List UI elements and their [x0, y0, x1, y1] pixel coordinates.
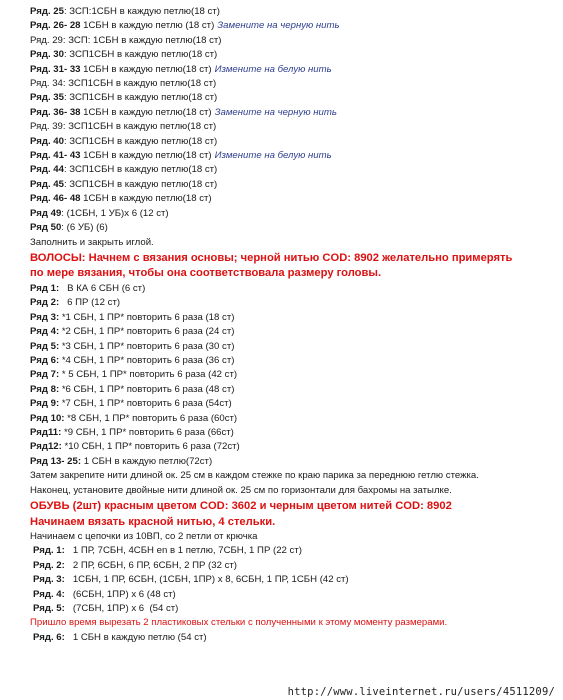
- hair-note: Наконец, установите двойные нити длиной ок. 25 см по горизонтали для бахромы на затылке.: [30, 484, 452, 496]
- row-line: Ряд. 25: ЗСП:1СБН в каждую петлю(18 ст): [30, 6, 220, 17]
- row-line: Ряд 1: В КА 6 СБН (6 ст): [30, 282, 146, 294]
- row-line: Заполнить и закрыть иглой.: [30, 236, 154, 248]
- source-url: http://www.liveinternet.ru/users/4511209/: [287, 686, 555, 698]
- row-line: Ряд 9: *7 СБН, 1 ПР* повторить 6 раза (54ст): [30, 398, 232, 410]
- row-line: Ряд. 34: ЗСП1СБН в каждую петлю(18 ст): [30, 78, 217, 90]
- row-line: Ряд 5: *3 СБН, 1 ПР* повторить 6 раза (30 ст): [30, 340, 235, 352]
- row-line: Ряд. 2: 2 ПР, 6СБН, 6 ПР, 6СБН, 2 ПР (32 ст): [33, 559, 237, 571]
- row-line: Ряд 10: *8 СБН, 1 ПР* повторить 6 раза (60ст): [30, 412, 238, 424]
- row-line: Ряд. 41- 43 1СБН в каждую петлю(18 ст) Измените на белую нить: [30, 150, 332, 162]
- row-line: Ряд. 36- 38 1СБН в каждую петлю(18 ст) Замените на черную нить: [30, 106, 337, 118]
- hair-section-heading: ВОЛОСЫ: Начнем с вязания основы; черной нитью COD: 8902 желательно примерять по мере вязания, чтобы она соответствовала размеру головы.: [30, 251, 513, 280]
- row-line: Ряд. 4: (6СБН, 1ПР) х 6 (48 ст): [33, 588, 176, 600]
- shoes-red-note: Пришло время вырезать 2 пластиковых стельки с полученными к этому моменту размерами.: [30, 617, 448, 629]
- row-line: Ряд. 30: ЗСП1СБН в каждую петлю(18 ст): [30, 49, 218, 61]
- hair-note: Затем закрепите нити длиной ок. 25 см в каждом стежке по краю парика за переднюю гетлю стежка.: [30, 470, 479, 482]
- row-line: Ряд. 26- 28 1СБН в каждую петлю (18 ст) Замените на черную нить: [30, 20, 340, 32]
- row-line: Ряд 7: * 5 СБН, 1 ПР* повторить 6 раза (42 ст): [30, 369, 238, 381]
- row-line: Ряд11: *9 СБН, 1 ПР* повторить 6 раза (66ст): [30, 426, 234, 438]
- section-hair-rows: [30, 282, 558, 498]
- row-line: Ряд 2: 6 ПР (12 ст): [30, 297, 121, 309]
- row-line: Ряд. 45: ЗСП1СБН в каждую петлю(18 ст): [30, 178, 218, 190]
- shoes-section-heading: ОБУВЬ (2шт) красным цветом COD: 3602 и черным цветом нитей COD: 8902 Начинаем вязать красной нитью, 4 стельки.: [30, 500, 452, 528]
- row-line: Ряд 50: (6 УБ) (6): [30, 222, 108, 234]
- row-line: Ряд. 40: ЗСП1СБН в каждую петлю(18 ст): [30, 135, 218, 147]
- row-line: Ряд. 35: ЗСП1СБН в каждую петлю(18 ст): [30, 92, 218, 104]
- section-shoes-rows: [30, 530, 558, 645]
- row-line: Ряд. 29: ЗСП: 1СБН в каждую петлю(18 ст): [30, 34, 222, 46]
- row-line: Ряд 13- 25: 1 СБН в каждую петлю(72ст): [30, 455, 213, 467]
- row-line: Ряд. 5: (7СБН, 1ПР) х 6 (54 ст): [33, 603, 179, 615]
- row-line: Ряд 8: *6 СБН, 1 ПР* повторить 6 раза (48 ст): [30, 383, 235, 395]
- row-line: Ряд. 44: ЗСП1СБН в каждую петлю(18 ст): [30, 164, 218, 176]
- section-body-rows: [30, 5, 558, 250]
- row-line: Ряд. 3: 1СБН, 1 ПР, 6СБН, (1СБН, 1ПР) х 8, 6СБН, 1 ПР, 1СБН (42 ст): [33, 574, 349, 586]
- pattern-document: [30, 5, 558, 645]
- shoes-intro: Начинаем с цепочки из 10ВП, со 2 петли от крючка: [30, 531, 258, 542]
- row-line: Ряд. 6: 1 СБН в каждую петлю (54 ст): [33, 631, 207, 643]
- row-line: Ряд 4: *2 СБН, 1 ПР* повторить 6 раза (24 ст): [30, 326, 235, 338]
- row-line: Ряд 3: *1 СБН, 1 ПР* повторить 6 раза (18 ст): [30, 311, 235, 323]
- row-line: Ряд. 1: 1 ПР, 7СБН, 4СБН en в 1 петлю, 7СБН, 1 ПР (22 ст): [33, 545, 302, 557]
- row-line: Ряд. 31- 33 1СБН в каждую петлю(18 ст) Измените на белую нить: [30, 63, 332, 75]
- row-line: Ряд. 39: ЗСП1СБН в каждую петлю(18 ст): [30, 121, 217, 133]
- row-line: Ряд 49: (1СБН, 1 УБ)х 6 (12 ст): [30, 207, 169, 219]
- row-line: Ряд 6: *4 СБН, 1 ПР* повторить 6 раза (36 ст): [30, 354, 235, 366]
- row-line: Ряд12: *10 СБН, 1 ПР* повторить 6 раза (72ст): [30, 441, 240, 453]
- row-line: Ряд. 46- 48 1СБН в каждую петлю(18 ст): [30, 193, 212, 205]
